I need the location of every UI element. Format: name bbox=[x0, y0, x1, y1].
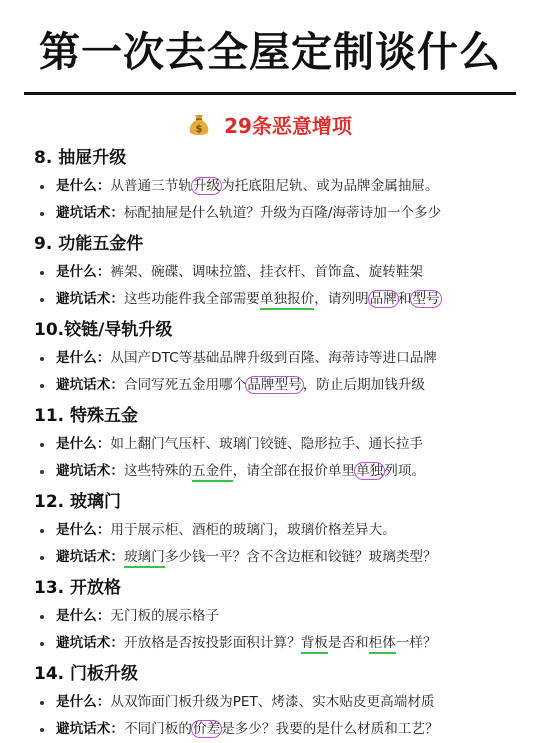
section-title: 14. 门板升级 bbox=[34, 664, 139, 684]
text-fragment: 裤架、碗碟、调味拉篮、挂衣杆、首饰盒、旋转鞋架 bbox=[110, 264, 424, 280]
text-fragment: 列项。 bbox=[384, 463, 426, 479]
section bbox=[34, 143, 522, 227]
text-fragment: 开放格是否按投影面积计算？ bbox=[123, 635, 301, 651]
line-label: 避坑话术： bbox=[56, 463, 124, 479]
tip-line bbox=[34, 630, 522, 657]
bullet-dot bbox=[40, 642, 44, 646]
line-label: 是什么： bbox=[56, 178, 111, 194]
text-fragment: ，防止后期加钱升级 bbox=[302, 377, 426, 393]
text-fragment: ，请列明 bbox=[314, 291, 369, 307]
section bbox=[34, 315, 522, 399]
tip-line bbox=[34, 458, 522, 485]
section-title: 8. 抽屉升级 bbox=[34, 148, 127, 168]
text-fragment: 如上翻门气压杆、玻璃门铰链、隐形拉手、通长拉手 bbox=[110, 436, 424, 452]
text-fragment: ，请全部在报价单里 bbox=[232, 463, 356, 479]
item-list bbox=[0, 143, 540, 743]
circled-text: 型号 bbox=[412, 291, 440, 307]
what-line bbox=[34, 517, 522, 544]
line-label: 避坑话术： bbox=[56, 205, 124, 221]
money-bag-icon bbox=[188, 113, 210, 137]
section-title: 13. 开放格 bbox=[34, 578, 122, 598]
line-label: 是什么： bbox=[56, 694, 111, 710]
line-label: 是什么： bbox=[56, 608, 111, 624]
bullet-dot bbox=[40, 470, 44, 474]
bullet-dot bbox=[40, 298, 44, 302]
text-fragment: 从国产DTC等基础品牌升级到百隆、海蒂诗等进口品牌 bbox=[110, 350, 437, 366]
circled-text: 升级 bbox=[192, 178, 221, 194]
bullet-dot bbox=[40, 384, 44, 388]
line-label: 避坑话术： bbox=[56, 377, 124, 393]
bullet-dot bbox=[40, 271, 44, 275]
circled-text: 品牌 bbox=[369, 291, 397, 307]
section bbox=[34, 229, 522, 313]
line-label: 是什么： bbox=[56, 522, 111, 538]
text-fragment: 一样？ bbox=[395, 635, 437, 651]
underlined-text: 单独报价 bbox=[260, 291, 314, 310]
tip-line bbox=[34, 716, 522, 743]
bullet-dot bbox=[40, 185, 44, 189]
line-label: 是什么： bbox=[56, 436, 111, 452]
text-fragment: 是否和 bbox=[327, 635, 369, 651]
tip-line bbox=[34, 286, 522, 313]
section bbox=[34, 573, 522, 657]
circled-text: 单独 bbox=[356, 463, 384, 479]
bullet-dot bbox=[40, 357, 44, 361]
line-label: 是什么： bbox=[56, 264, 111, 280]
title-divider bbox=[24, 92, 516, 95]
bullet-dot bbox=[40, 556, 44, 560]
tip-line bbox=[34, 200, 522, 227]
text-fragment: 合同写死五金用哪个 bbox=[123, 377, 247, 393]
circled-text: 品牌型号 bbox=[247, 377, 302, 393]
subtitle-text: 29条恶意增项 bbox=[224, 114, 352, 138]
bullet-dot bbox=[40, 529, 44, 533]
what-line bbox=[34, 345, 522, 372]
text-fragment: 和 bbox=[397, 291, 412, 307]
underlined-text: 柜体 bbox=[369, 635, 396, 654]
section bbox=[34, 487, 522, 571]
bullet-dot bbox=[40, 443, 44, 447]
text-fragment: 多少钱一平？含不含边框和铰链？玻璃类型？ bbox=[164, 549, 437, 565]
text-fragment: 从双饰面门板升级为PET、烤漆、实木贴皮更高端材质 bbox=[110, 694, 435, 710]
what-line bbox=[34, 259, 522, 286]
bullet-dot bbox=[40, 212, 44, 216]
text-fragment: 不同门板的 bbox=[123, 721, 192, 737]
subtitle bbox=[0, 111, 540, 141]
text-fragment: 从普通三节轨 bbox=[110, 178, 192, 194]
section-title: 12. 玻璃门 bbox=[34, 492, 122, 512]
section bbox=[34, 659, 522, 743]
what-line bbox=[34, 431, 522, 458]
text-fragment: 这些功能件我全部需要 bbox=[123, 291, 260, 307]
section-title: 10.铰链/导轨升级 bbox=[34, 320, 173, 340]
bullet-dot bbox=[40, 701, 44, 705]
what-line bbox=[34, 689, 522, 716]
section-title: 9. 功能五金件 bbox=[34, 234, 144, 254]
what-line bbox=[34, 173, 522, 200]
section-title: 11. 特殊五金 bbox=[34, 406, 139, 426]
line-label: 避坑话术： bbox=[56, 721, 124, 737]
underlined-text: 五金件 bbox=[192, 463, 233, 482]
text-fragment: 为托底阻尼轨、或为品牌金属抽屉。 bbox=[221, 178, 439, 194]
line-label: 避坑话术： bbox=[56, 291, 124, 307]
bullet-dot bbox=[40, 615, 44, 619]
tip-line bbox=[34, 372, 522, 399]
text-fragment: 这些特殊的 bbox=[123, 463, 192, 479]
text-fragment: 标配抽屉是什么轨道？升级为百隆/海蒂诗加一个多少 bbox=[123, 205, 442, 221]
bullet-dot bbox=[40, 728, 44, 732]
line-label: 避坑话术： bbox=[56, 635, 124, 651]
what-line bbox=[34, 603, 522, 630]
text-fragment: 无门板的展示格子 bbox=[110, 608, 220, 624]
line-label: 是什么： bbox=[56, 350, 111, 366]
underlined-text: 背板 bbox=[301, 635, 328, 654]
tip-line bbox=[34, 544, 522, 571]
section bbox=[34, 401, 522, 485]
text-fragment: 是多少？我要的是什么材质和工艺？ bbox=[221, 721, 439, 737]
line-label: 避坑话术： bbox=[56, 549, 124, 565]
underlined-text: 玻璃门 bbox=[124, 549, 165, 568]
page-title: 第一次去全屋定制谈什么 bbox=[39, 28, 501, 76]
text-fragment: 用于展示柜、酒柜的玻璃门，玻璃价格差异大。 bbox=[110, 522, 396, 538]
svg-text:$: $ bbox=[195, 124, 203, 135]
circled-text: 价差 bbox=[192, 721, 221, 737]
